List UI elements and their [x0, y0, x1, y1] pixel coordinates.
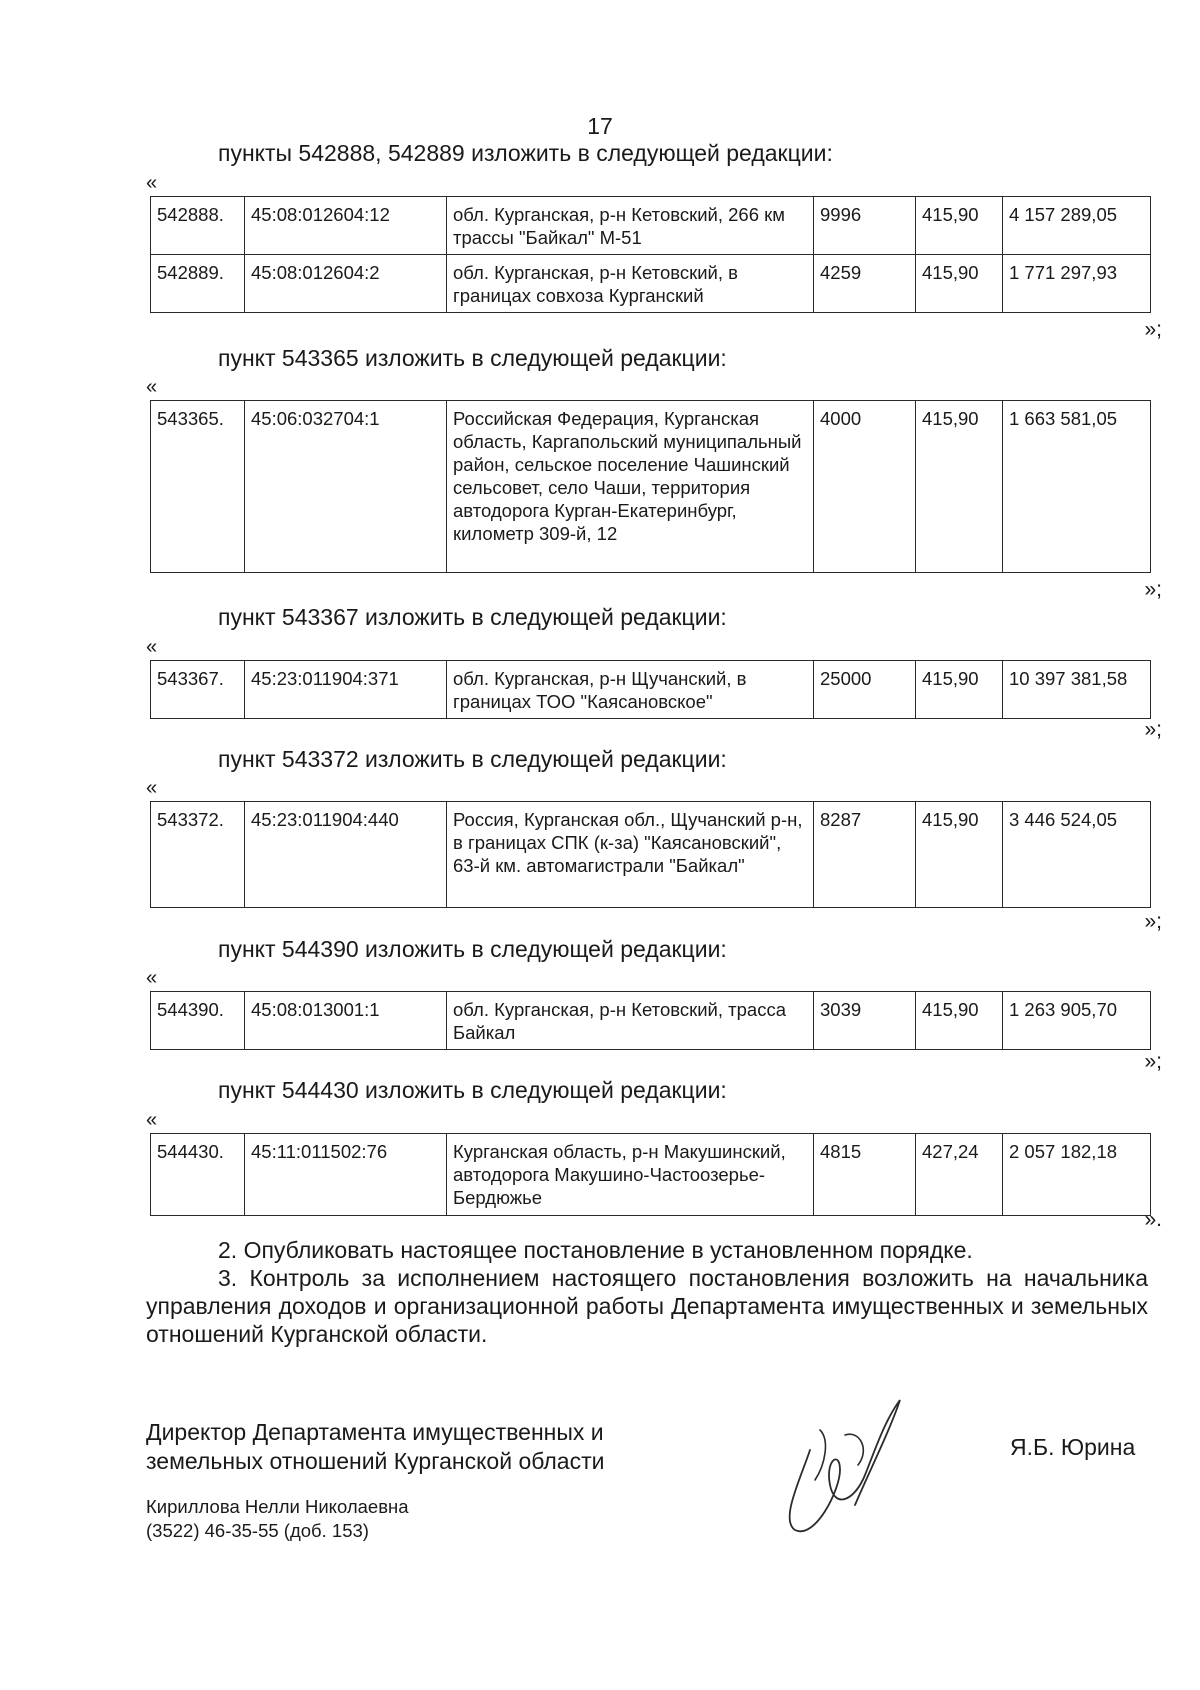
- item-number: 543365.: [151, 401, 245, 573]
- rate: 415,90: [916, 661, 1003, 719]
- quote-close: »;: [1144, 318, 1162, 341]
- quote-close: »;: [1144, 718, 1162, 741]
- cadastral-value: 1 771 297,93: [1003, 255, 1151, 313]
- cadastral-number: 45:06:032704:1: [245, 401, 447, 573]
- cadastral-number: 45:23:011904:440: [245, 802, 447, 908]
- address: обл. Курганская, р-н Щучанский, в границах ТОО "Каясановское": [447, 661, 814, 719]
- section-intro: пункт 543372 изложить в следующей редакции:: [218, 746, 727, 772]
- register-table: [150, 660, 1151, 719]
- item-number: 543367.: [151, 661, 245, 719]
- item-number: 543372.: [151, 802, 245, 908]
- signatory-name: Я.Б. Юрина: [1010, 1434, 1136, 1460]
- cadastral-number: 45:23:011904:371: [245, 661, 447, 719]
- quote-close: »;: [1144, 910, 1162, 933]
- rate: 415,90: [916, 197, 1003, 255]
- section-intro: пункты 542888, 542889 изложить в следующей редакции:: [218, 140, 833, 166]
- address: Российская Федерация, Курганская область, Каргапольский муниципальный район, сельское поселение Чашинский сельсовет, село Чаши, территория автодорога Курган-Екатеринбург, километр 309-й, 12: [447, 401, 814, 573]
- cadastral-value: 1 263 905,70: [1003, 992, 1151, 1050]
- item-number: 544390.: [151, 992, 245, 1050]
- quote-close: »;: [1144, 578, 1162, 601]
- quote-close: »;: [1144, 1050, 1162, 1073]
- table-row: [151, 661, 1151, 719]
- cadastral-number: 45:08:013001:1: [245, 992, 447, 1050]
- register-table: [150, 400, 1151, 573]
- register-table: [150, 991, 1151, 1050]
- rate: 415,90: [916, 802, 1003, 908]
- quote-open: «: [146, 1109, 158, 1131]
- quote-open: «: [146, 967, 158, 989]
- section-intro: пункт 543367 изложить в следующей редакции:: [218, 604, 727, 630]
- address: обл. Курганская, р-н Кетовский, в границах совхоза Курганский: [447, 255, 814, 313]
- table-row: [151, 401, 1151, 573]
- address: Россия, Курганская обл., Щучанский р-н, в границах СПК (к-за) "Каясановский", 63-й км. автомагистрали "Байкал": [447, 802, 814, 908]
- quote-open: «: [146, 172, 158, 194]
- area: 25000: [814, 661, 916, 719]
- signatory-title: Директор Департамента имущественных и земельных отношений Курганской области: [146, 1419, 605, 1474]
- section-intro: пункт 544390 изложить в следующей редакции:: [218, 936, 727, 962]
- rate: 415,90: [916, 255, 1003, 313]
- executor-name: Кириллова Нелли Николаевна: [146, 1496, 409, 1517]
- section-intro: пункт 543365 изложить в следующей редакции:: [218, 345, 727, 371]
- cadastral-number: 45:08:012604:2: [245, 255, 447, 313]
- cadastral-value: 2 057 182,18: [1003, 1134, 1151, 1216]
- area: 4815: [814, 1134, 916, 1216]
- table-row: [151, 802, 1151, 908]
- cadastral-value: 4 157 289,05: [1003, 197, 1151, 255]
- address: обл. Курганская, р-н Кетовский, трасса Байкал: [447, 992, 814, 1050]
- area: 8287: [814, 802, 916, 908]
- rate: 415,90: [916, 401, 1003, 573]
- area: 3039: [814, 992, 916, 1050]
- quote-open: «: [146, 376, 158, 398]
- paragraph-control: 3. Контроль за исполнением настоящего постановления возложить на начальника управления доходов и организационной работы Департамента имущественных и земельных отношений Курганской области.: [146, 1265, 1148, 1347]
- handwritten-signature: [770, 1390, 920, 1545]
- cadastral-value: 10 397 381,58: [1003, 661, 1151, 719]
- item-number: 542888.: [151, 197, 245, 255]
- table-row: [151, 992, 1151, 1050]
- table-row: [151, 1134, 1151, 1216]
- quote-close: ».: [1144, 1208, 1162, 1231]
- paragraph-publish: 2. Опубликовать настоящее постановление в установленном порядке.: [218, 1237, 973, 1263]
- section-intro: пункт 544430 изложить в следующей редакции:: [218, 1077, 727, 1103]
- register-table: [150, 801, 1151, 908]
- item-number: 544430.: [151, 1134, 245, 1216]
- quote-open: «: [146, 636, 158, 658]
- area: 9996: [814, 197, 916, 255]
- register-table: [150, 196, 1151, 313]
- register-table: [150, 1133, 1151, 1216]
- area: 4259: [814, 255, 916, 313]
- quote-open: «: [146, 777, 158, 799]
- page-number: 17: [587, 113, 613, 139]
- table-row: [151, 255, 1151, 313]
- executor-phone: (3522) 46-35-55 (доб. 153): [146, 1520, 369, 1541]
- rate: 427,24: [916, 1134, 1003, 1216]
- executor-info: [146, 1495, 409, 1543]
- area: 4000: [814, 401, 916, 573]
- cadastral-value: 1 663 581,05: [1003, 401, 1151, 573]
- cadastral-number: 45:11:011502:76: [245, 1134, 447, 1216]
- item-number: 542889.: [151, 255, 245, 313]
- address: обл. Курганская, р-н Кетовский, 266 км трассы "Байкал" М-51: [447, 197, 814, 255]
- cadastral-value: 3 446 524,05: [1003, 802, 1151, 908]
- address: Курганская область, р-н Макушинский, автодорога Макушино-Частоозерье-Бердюжье: [447, 1134, 814, 1216]
- rate: 415,90: [916, 992, 1003, 1050]
- cadastral-number: 45:08:012604:12: [245, 197, 447, 255]
- table-row: [151, 197, 1151, 255]
